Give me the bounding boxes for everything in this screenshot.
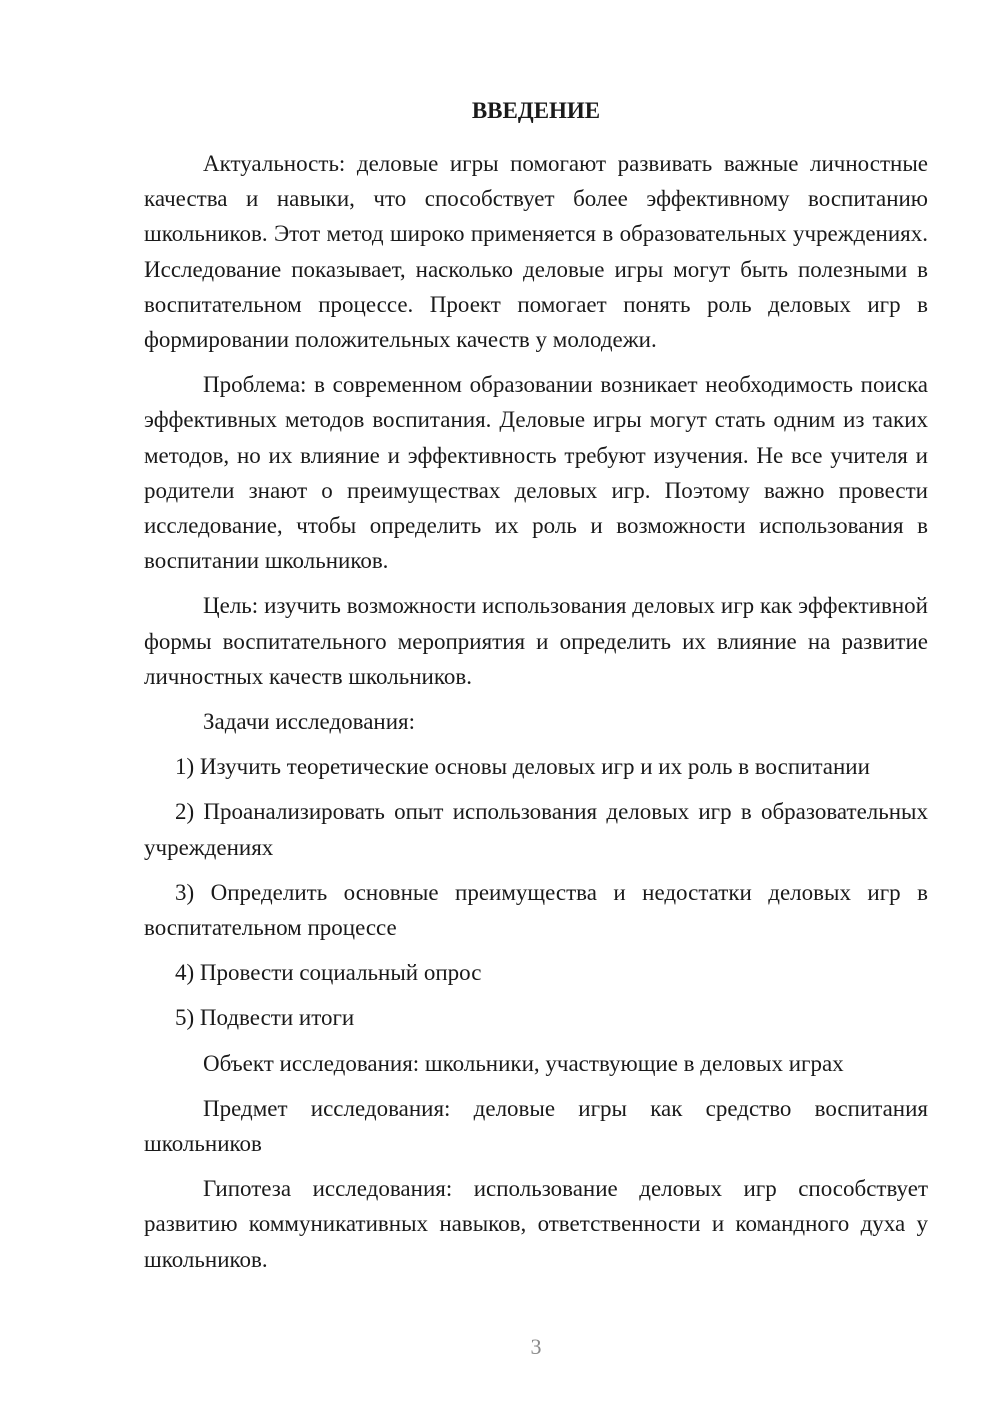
task-item-3: 3) Определить основные преимущества и недостатки деловых игр в воспитательном процессе	[144, 879, 928, 941]
task-item-2: 2) Проанализировать опыт использования деловых игр в образовательных учреждениях	[144, 799, 928, 860]
task-item-4: 4) Провести социальный опрос	[175, 960, 482, 986]
paragraph-tasks-heading: Задачи исследования:	[203, 709, 416, 735]
task-item-5: 5) Подвести итоги	[175, 1005, 355, 1031]
paragraph-goal: Цель: изучить возможности использования деловых игр как эффективной формы воспитательного мероприятия и определить их влияние на развитие личностных качеств школьников.	[144, 593, 928, 689]
paragraph-object: Объект исследования: школьники, участвующие в деловых играх	[203, 1050, 844, 1076]
document-page	[144, 96, 928, 1287]
paragraph-problem: Проблема: в современном образовании возникает необходимость поиска эффективных методов воспитания. Деловые игры могут стать одним из таких методов, но их влияние и эффективность требуют изучения. Не все учителя и родители знают о преимуществах деловых игр. Поэтому важно провести исследование, чтобы определить их роль и возможности использования в воспитании школьников.	[144, 372, 928, 574]
section-title: ВВЕДЕНИЕ	[471, 98, 601, 123]
paragraph-relevance: Актуальность: деловые игры помогают развивать важные личностные качества и навыки, что способствует более эффективному воспитанию школьников. Этот метод широко применяется в образовательных учреждениях. Исследование показывает, насколько деловые игры могут быть полезными в воспитательном процессе. Проект помогает понять роль деловых игр в формировании положительных качеств у молодежи.	[144, 151, 928, 353]
task-item-1: 1) Изучить теоретические основы деловых игр и их роль в воспитании	[175, 754, 870, 780]
paragraph-subject: Предмет исследования: деловые игры как средство воспитания школьников	[144, 1095, 928, 1157]
page-number: 3	[530, 1334, 542, 1359]
paragraph-hypothesis: Гипотеза исследования: использование деловых игр способствует развитию коммуникативных навыков, ответственности и командного духа у школьников.	[144, 1176, 928, 1272]
